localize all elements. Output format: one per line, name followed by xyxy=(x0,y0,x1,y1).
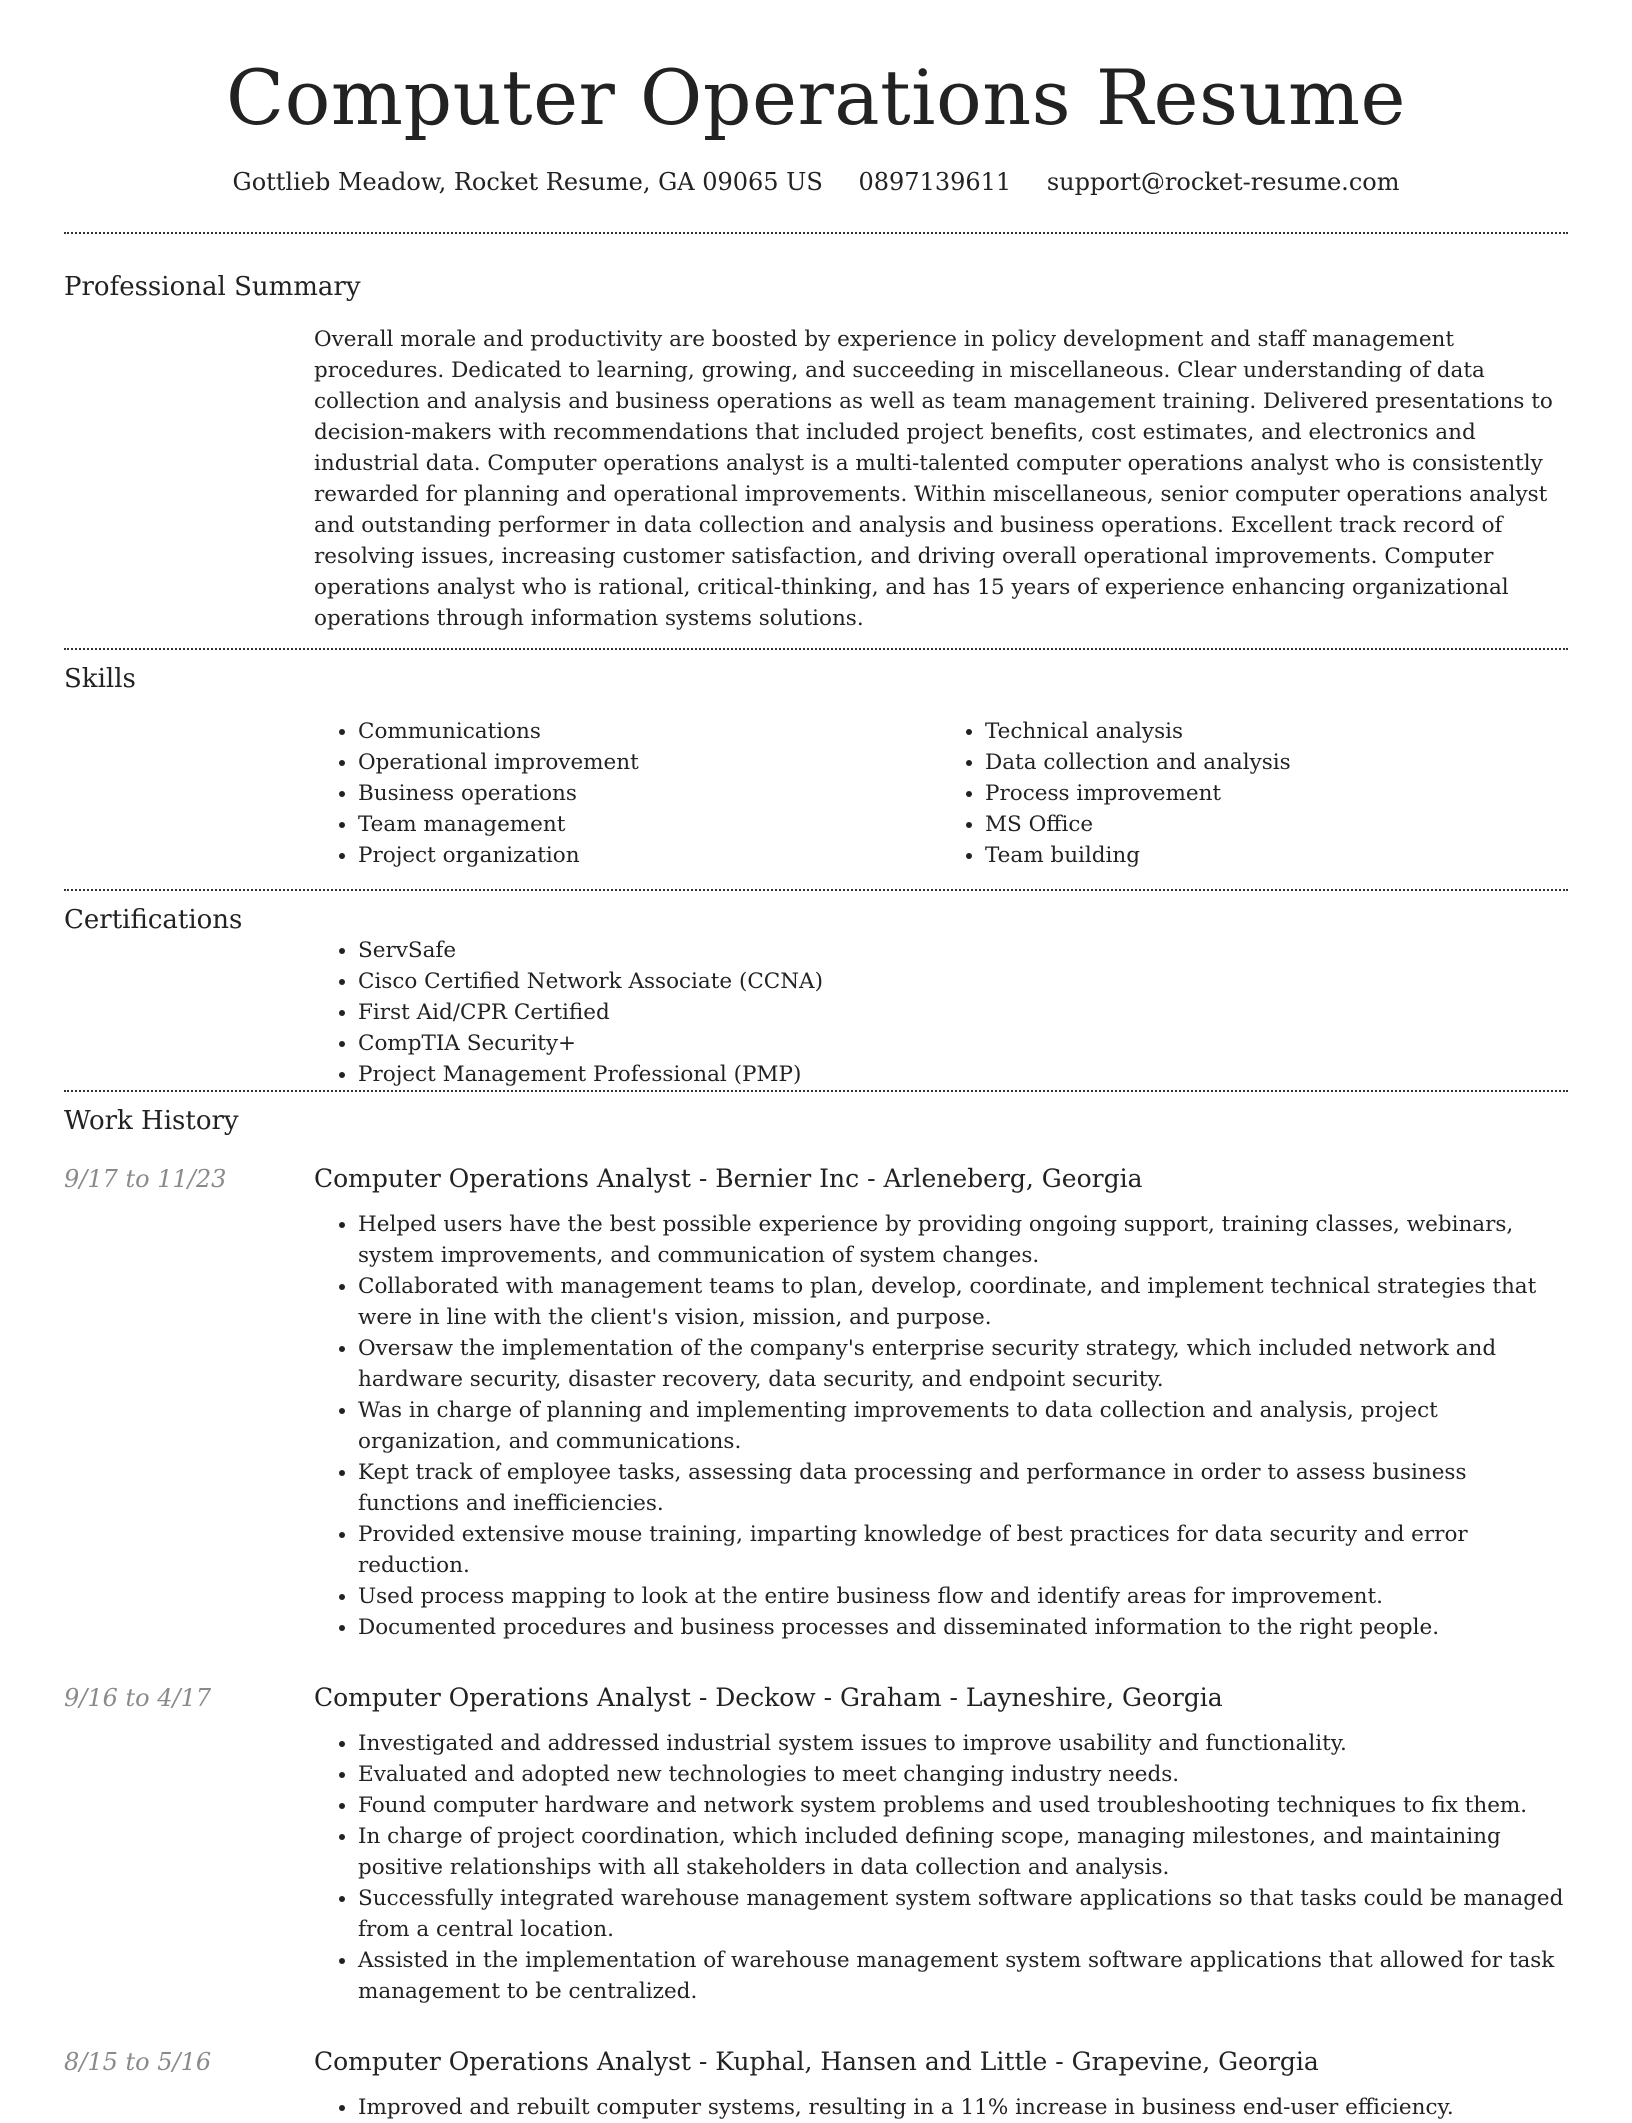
certification-item: • ServSafe xyxy=(358,935,1568,966)
skill-item: • Communications xyxy=(358,716,941,747)
job-entry xyxy=(64,2045,1568,2123)
skills-list-right xyxy=(941,716,1568,871)
job-dates: 9/16 to 4/17 xyxy=(64,1683,212,1712)
certifications-section xyxy=(64,891,1568,1090)
skill-item: • Project organization xyxy=(358,840,941,871)
skills-heading: Skills xyxy=(64,663,136,694)
skill-item: • Process improvement xyxy=(985,778,1568,809)
skill-item: • Operational improvement xyxy=(358,747,941,778)
summary-text: Overall morale and productivity are boosted by experience in policy development and staff management procedures. Dedicated to learning, growing, and succeeding in miscellaneous. Clear understanding of data collection and analysis and business operations as well as team management training. Delivered presentations to decision-makers with recommendations that included project benefits, cost estimates, and electronics and industrial data. Computer operations analyst is a multi-talented computer operations analyst who is consistently rewarded for planning and operational improvements. Within miscellaneous, senior computer operations analyst and outstanding performer in data collection and analysis and business operations. Excellent track record of resolving issues, increasing customer satisfaction, and driving overall operational improvements. Computer operations analyst who is rational, critical-thinking, and has 15 years of experience enhancing organizational operations through information systems solutions. xyxy=(314,326,1553,631)
job-bullets xyxy=(314,1728,1568,2007)
job-entry xyxy=(64,1681,1568,2007)
skills-list-left xyxy=(314,716,941,871)
work-history-heading: Work History xyxy=(64,1105,239,1136)
contact-email: support@rocket-resume.com xyxy=(1046,167,1400,196)
job-bullet: • In charge of project coordination, which included defining scope, managing milestones, and maintaining positive relationships with all stakeholders in data collection and analysis. xyxy=(358,1821,1568,1883)
job-dates: 9/17 to 11/23 xyxy=(64,1164,227,1193)
certification-item: • CompTIA Security+ xyxy=(358,1028,1568,1059)
skill-item: • MS Office xyxy=(985,809,1568,840)
summary-heading: Professional Summary xyxy=(64,271,361,302)
job-bullet: • Assisted in the implementation of warehouse management system software applications that allowed for task management to be centralized. xyxy=(358,1945,1568,2007)
certification-item: • Project Management Professional (PMP) xyxy=(358,1059,1568,1090)
job-entry xyxy=(64,1162,1568,1643)
certifications-list xyxy=(314,935,1568,1090)
job-title: Computer Operations Analyst - Bernier Inc - Arleneberg, Georgia xyxy=(314,1163,1143,1193)
skills-section xyxy=(64,650,1568,871)
contact-address: Gottlieb Meadow, Rocket Resume, GA 09065 US xyxy=(232,167,823,196)
job-bullet: • Provided extensive mouse training, imparting knowledge of best practices for data security and error reduction. xyxy=(358,1519,1568,1581)
job-bullet: • Helped users have the best possible experience by providing ongoing support, training classes, webinars, system improvements, and communication of system changes. xyxy=(358,1209,1568,1271)
skill-item: • Data collection and analysis xyxy=(985,747,1568,778)
job-title: Computer Operations Analyst - Kuphal, Hansen and Little - Grapevine, Georgia xyxy=(314,2046,1319,2076)
skill-item: • Team building xyxy=(985,840,1568,871)
job-bullets xyxy=(314,2092,1568,2123)
job-bullet: • Investigated and addressed industrial system issues to improve usability and functionality. xyxy=(358,1728,1568,1759)
skill-item: • Business operations xyxy=(358,778,941,809)
certification-item: • First Aid/CPR Certified xyxy=(358,997,1568,1028)
certification-item: • Cisco Certified Network Associate (CCNA) xyxy=(358,966,1568,997)
job-dates: 8/15 to 5/16 xyxy=(64,2047,212,2076)
job-bullet: • Improved and rebuilt computer systems, resulting in a 11% increase in business end-user efficiency. xyxy=(358,2092,1568,2123)
job-bullet: • Evaluated and adopted new technologies to meet changing industry needs. xyxy=(358,1759,1568,1790)
job-bullet: • Oversaw the implementation of the company's enterprise security strategy, which included network and hardware security, disaster recovery, data security, and endpoint security. xyxy=(358,1333,1568,1395)
job-bullet: • Documented procedures and business processes and disseminated information to the right people. xyxy=(358,1612,1568,1643)
skill-item: • Team management xyxy=(358,809,941,840)
contact-line xyxy=(64,168,1568,196)
skill-item: • Technical analysis xyxy=(985,716,1568,747)
work-history-section xyxy=(64,1092,1568,2123)
job-bullets xyxy=(314,1209,1568,1643)
summary-section xyxy=(64,234,1568,634)
contact-phone: 0897139611 xyxy=(858,167,1012,196)
job-bullet: • Collaborated with management teams to plan, develop, coordinate, and implement technical strategies that were in line with the client's vision, mission, and purpose. xyxy=(358,1271,1568,1333)
certifications-heading: Certifications xyxy=(64,904,243,935)
job-title: Computer Operations Analyst - Deckow - Graham - Layneshire, Georgia xyxy=(314,1682,1223,1712)
job-bullet: • Was in charge of planning and implementing improvements to data collection and analysis, project organization, and communications. xyxy=(358,1395,1568,1457)
resume-title: Computer Operations Resume xyxy=(225,53,1407,142)
resume-header xyxy=(64,0,1568,196)
job-bullet: • Used process mapping to look at the entire business flow and identify areas for improvement. xyxy=(358,1581,1568,1612)
job-bullet: • Successfully integrated warehouse management system software applications so that tasks could be managed from a central location. xyxy=(358,1883,1568,1945)
job-bullet: • Kept track of employee tasks, assessing data processing and performance in order to assess business functions and inefficiencies. xyxy=(358,1457,1568,1519)
job-bullet: • Found computer hardware and network system problems and used troubleshooting techniques to fix them. xyxy=(358,1790,1568,1821)
